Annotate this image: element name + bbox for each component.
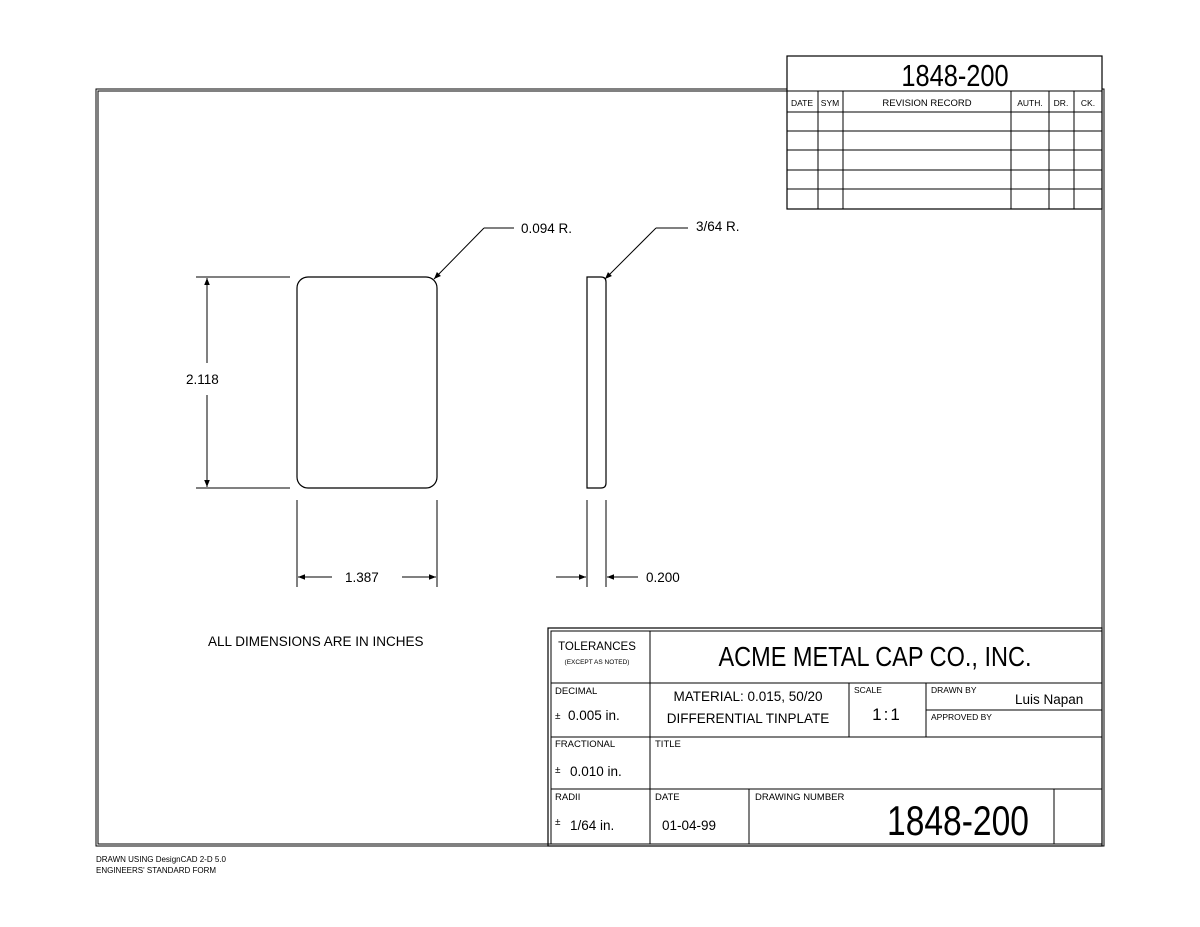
footer-line-2: ENGINEERS' STANDARD FORM: [96, 866, 217, 875]
scale-label: SCALE: [854, 685, 882, 695]
revision-block-number: 1848-200: [901, 58, 1009, 94]
side-radius-leader: [605, 228, 688, 279]
approved-by-label: APPROVED BY: [931, 712, 992, 722]
side-view-outline: [587, 277, 606, 488]
material-line-1: MATERIAL: 0.015, 50/20: [673, 689, 823, 704]
front-radius-label: 0.094 R.: [521, 221, 573, 236]
revision-header-dr: DR.: [1053, 98, 1069, 108]
thickness-dimension: [556, 500, 638, 587]
drawn-by-label: DRAWN BY: [931, 685, 977, 695]
front-view-outline: [297, 277, 437, 488]
thickness-dimension-label: 0.200: [646, 570, 680, 585]
revision-header-auth: AUTH.: [1017, 98, 1043, 108]
fractional-value: 0.010 in.: [570, 764, 622, 779]
drawn-by-value: Luis Napan: [1015, 692, 1084, 707]
radii-label: RADII: [555, 792, 581, 803]
material-line-2: DIFFERENTIAL TINPLATE: [666, 711, 830, 726]
decimal-value: 0.005 in.: [568, 708, 620, 723]
footer-line-1: DRAWN USING DesignCAD 2-D 5.0: [96, 855, 226, 864]
company-name: ACME METAL CAP CO., INC.: [718, 642, 1032, 673]
revision-header-date: DATE: [790, 98, 814, 108]
decimal-label: DECIMAL: [555, 686, 598, 697]
units-note: ALL DIMENSIONS ARE IN INCHES: [208, 634, 424, 649]
radii-value: 1/64 in.: [570, 818, 615, 833]
width-dimension-label: 1.387: [345, 570, 379, 585]
drawing-number-value: 1848-200: [887, 798, 1029, 845]
front-radius-leader: [434, 228, 514, 279]
title-label: TITLE: [655, 739, 681, 750]
revision-block: [787, 56, 1102, 209]
except-note: (EXCEPT AS NOTED): [564, 659, 630, 666]
height-dimension-label: 2.118: [186, 372, 219, 387]
revision-header-ck: CK.: [1080, 98, 1096, 108]
scale-value: 1:1: [872, 705, 902, 724]
revision-header-sym: SYM: [820, 98, 840, 108]
fractional-label: FRACTIONAL: [555, 739, 616, 750]
revision-header-record: REVISION RECORD: [882, 98, 972, 109]
side-radius-label: 3/64 R.: [696, 219, 740, 234]
radii-sign: ±: [555, 817, 561, 828]
tolerances-label: TOLERANCES: [558, 641, 636, 653]
drawing-number-label: DRAWING NUMBER: [755, 792, 845, 803]
decimal-sign: ±: [555, 711, 561, 722]
fractional-sign: ±: [555, 765, 561, 776]
date-label: DATE: [655, 792, 680, 803]
date-value: 01-04-99: [662, 818, 717, 833]
